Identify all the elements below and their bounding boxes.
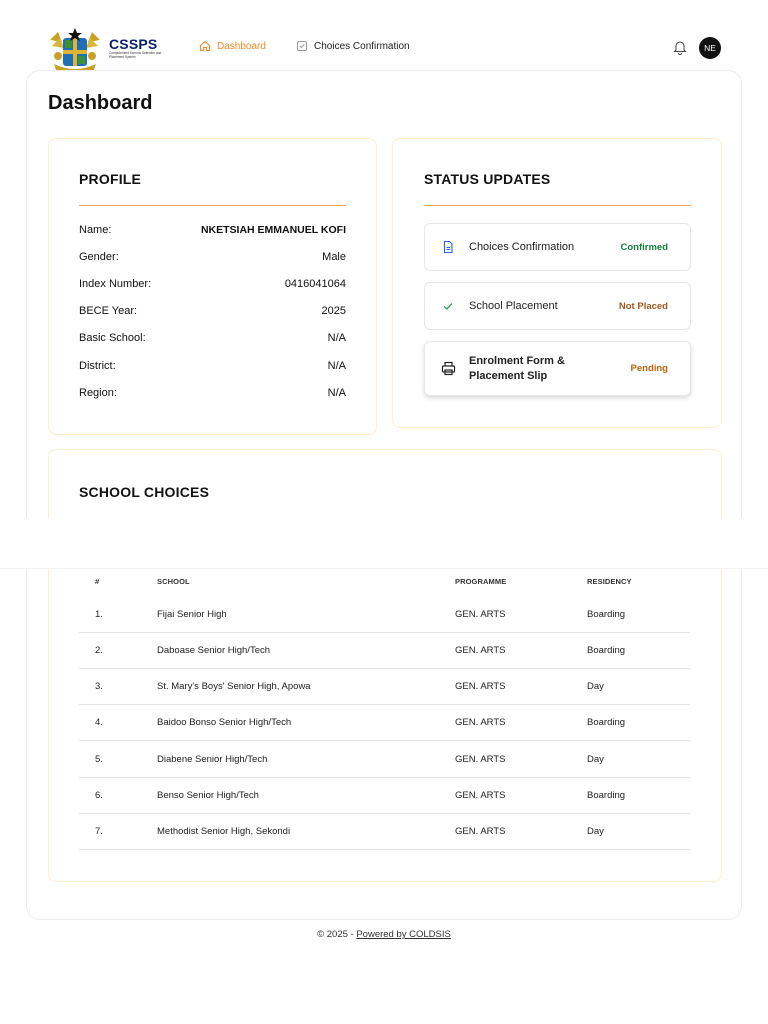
profile-heading: PROFILE xyxy=(79,171,142,187)
home-icon xyxy=(199,40,211,52)
profile-label: Name: xyxy=(79,224,112,236)
profile-value: N/A xyxy=(327,387,346,399)
row-school: Fijai Senior High xyxy=(157,609,227,620)
status-item-school-placement[interactable] xyxy=(424,282,691,330)
nav-dashboard[interactable] xyxy=(199,40,266,52)
page-footer xyxy=(0,929,768,940)
profile-row-district xyxy=(79,360,346,376)
nav-choices-label: Choices Confirmation xyxy=(314,40,410,52)
table-row[interactable] xyxy=(79,705,690,741)
column-header-residency: RESIDENCY xyxy=(587,577,632,586)
profile-row-index xyxy=(79,278,346,294)
nav-dashboard-label: Dashboard xyxy=(217,40,266,52)
profile-row-basic-school xyxy=(79,332,346,348)
row-residency: Boarding xyxy=(587,790,626,801)
row-programme: GEN. ARTS xyxy=(455,609,506,620)
checkbox-icon xyxy=(296,40,308,52)
profile-label: Region: xyxy=(79,387,117,399)
document-icon xyxy=(441,240,455,254)
page-title: Dashboard xyxy=(48,92,153,114)
row-number: 1. xyxy=(95,609,103,620)
coat-of-arms-logo[interactable] xyxy=(48,26,102,74)
profile-value: N/A xyxy=(327,360,346,372)
row-school: Benso Senior High/Tech xyxy=(157,790,259,801)
nav-choices-confirmation[interactable] xyxy=(296,40,410,52)
status-heading: STATUS UPDATES xyxy=(424,171,551,187)
row-number: 6. xyxy=(95,790,103,801)
footer-powered-by-link[interactable]: Powered by COLDSIS xyxy=(356,929,451,940)
status-item-enrolment-form[interactable] xyxy=(424,341,691,396)
row-number: 7. xyxy=(95,826,103,837)
status-item-choices-confirmation[interactable] xyxy=(424,223,691,271)
status-label: Enrolment Form & Placement Slip xyxy=(469,355,565,382)
table-row[interactable] xyxy=(79,814,690,850)
row-programme: GEN. ARTS xyxy=(455,790,506,801)
row-school: Diabene Senior High/Tech xyxy=(157,754,268,765)
status-badge: Confirmed xyxy=(620,242,668,253)
table-row[interactable] xyxy=(79,597,690,633)
row-residency: Day xyxy=(587,826,604,837)
status-label: Choices Confirmation xyxy=(469,241,575,253)
row-school: Daboase Senior High/Tech xyxy=(157,645,271,656)
choices-heading: SCHOOL CHOICES xyxy=(79,484,210,500)
status-badge: Not Placed xyxy=(618,301,668,312)
profile-label: Gender: xyxy=(79,251,119,263)
row-school: St. Mary's Boys' Senior High, Apowa xyxy=(157,681,311,692)
table-row[interactable] xyxy=(79,778,690,814)
profile-label: District: xyxy=(79,360,116,372)
profile-row-gender xyxy=(79,251,346,267)
profile-value: NKETSIAH EMMANUEL KOFI xyxy=(200,224,346,236)
footer-copyright: © 2025 - xyxy=(317,929,357,940)
row-programme: GEN. ARTS xyxy=(455,826,506,837)
profile-card xyxy=(48,138,377,435)
check-icon xyxy=(441,299,455,313)
row-school: Baidoo Bonso Senior High/Tech xyxy=(157,717,292,728)
profile-value: Male xyxy=(322,251,346,263)
status-label: School Placement xyxy=(469,300,558,312)
column-header-school: SCHOOL xyxy=(157,577,190,586)
profile-row-bece-year xyxy=(79,305,346,321)
table-row[interactable] xyxy=(79,633,690,669)
printer-icon xyxy=(441,361,455,375)
profile-value: 2025 xyxy=(321,305,346,317)
row-programme: GEN. ARTS xyxy=(455,645,506,656)
row-number: 3. xyxy=(95,681,103,692)
table-row[interactable] xyxy=(79,669,690,705)
profile-row-region xyxy=(79,387,346,403)
profile-label: Index Number: xyxy=(79,278,152,290)
row-number: 5. xyxy=(95,754,103,765)
row-residency: Day xyxy=(587,681,604,692)
bell-icon[interactable] xyxy=(673,39,687,55)
column-header-programme: PROGRAMME xyxy=(455,577,507,586)
brand-title: CSSPS xyxy=(109,36,158,52)
table-row[interactable] xyxy=(79,742,690,778)
row-residency: Day xyxy=(587,754,604,765)
row-residency: Boarding xyxy=(587,609,626,620)
row-school: Methodist Senior High, Sekondi xyxy=(157,826,291,837)
row-programme: GEN. ARTS xyxy=(455,717,506,728)
status-badge: Pending xyxy=(630,363,668,374)
row-residency: Boarding xyxy=(587,717,626,728)
row-residency: Boarding xyxy=(587,645,626,656)
row-programme: GEN. ARTS xyxy=(455,754,506,765)
profile-label: Basic School: xyxy=(79,332,146,344)
profile-divider xyxy=(79,205,346,206)
user-avatar[interactable]: NE xyxy=(699,37,721,59)
row-programme: GEN. ARTS xyxy=(455,681,506,692)
status-divider xyxy=(424,205,691,206)
profile-value: N/A xyxy=(327,332,346,344)
capture-seam xyxy=(0,518,768,569)
row-number: 2. xyxy=(95,645,103,656)
profile-value: 0416041064 xyxy=(284,278,346,290)
column-header-number: # xyxy=(95,577,100,586)
row-number: 4. xyxy=(95,717,103,728)
status-updates-card xyxy=(392,138,722,428)
profile-label: BECE Year: xyxy=(79,305,138,317)
brand-subtitle: Computerised Schools Selection and Placement System xyxy=(109,51,162,59)
profile-row-name xyxy=(79,224,346,240)
